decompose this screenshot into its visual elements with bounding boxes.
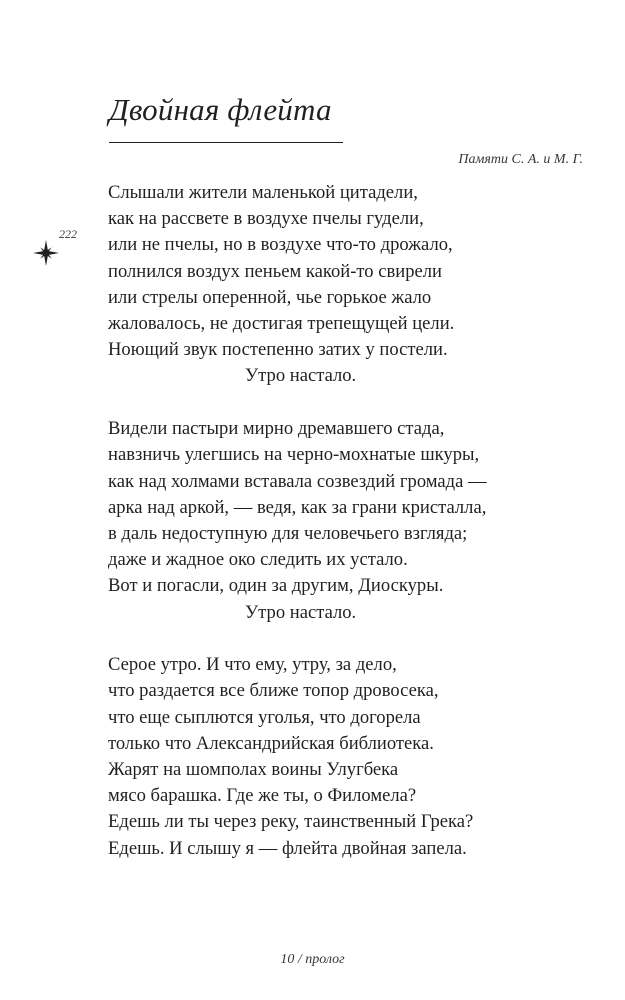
poem-line: мясо барашка. Где же ты, о Филомела?	[108, 785, 417, 807]
poem-line: даже и жадное око следить их устало.	[108, 549, 408, 571]
poem-line: как на рассвете в воздухе пчелы гудели,	[108, 208, 424, 230]
poem-line: полнился воздух пеньем какой-то свирели	[108, 260, 442, 282]
refrain-line: Утро настало.	[245, 601, 357, 623]
poem-line: Вот и погасли, один за другим, Диоскуры.	[108, 575, 444, 597]
stanza-2	[108, 416, 578, 626]
poem-line: Видели пастыри мирно дремавшего стада,	[108, 418, 445, 440]
poem-line: Ноющий звук постепенно затих у постели.	[108, 339, 448, 361]
four-point-star-icon	[32, 239, 60, 267]
poem-body	[108, 180, 578, 888]
star-ornament-shape	[32, 239, 60, 267]
poem-line: Серое утро. И что ему, утру, за дело,	[108, 654, 397, 676]
refrain-line: Утро настало.	[245, 365, 357, 387]
title-underline	[109, 142, 343, 143]
margin-page-number: 222	[59, 227, 77, 241]
poem-line: Жарят на шомполах воины Улугбека	[108, 759, 399, 781]
poem-line: как над холмами вставала созвездий громада —	[108, 470, 487, 492]
poem-line: или стрелы оперенной, чье горькое жало	[108, 286, 432, 308]
stanza-1	[108, 180, 578, 390]
poem-line: Едешь ли ты через реку, таинственный Грека?	[108, 811, 474, 833]
poem-line: в даль недоступную для человечьего взгляда;	[108, 522, 468, 544]
poem-line: что раздается все ближе топор дровосека,	[108, 680, 439, 702]
poem-line: только что Александрийская библиотека.	[108, 732, 434, 754]
poem-line: жаловалось, не достигая трепещущей цели.	[108, 313, 455, 335]
poem-line: или не пчелы, но в воздухе что-то дрожало,	[108, 234, 453, 256]
poem-title: Двойная флейта	[109, 92, 332, 127]
page-footer: 10 / пролог	[280, 952, 345, 967]
poem-line: что еще сыплются уголья, что догорела	[108, 706, 421, 728]
poem-line: Слышали жители маленькой цитадели,	[108, 182, 418, 203]
dedication: Памяти С. А. и М. Г.	[458, 152, 583, 167]
stanza-3	[108, 652, 578, 862]
poem-line: навзничь улегшись на черно-мохнатые шкуры,	[108, 444, 480, 466]
poem-line: арка над аркой, — ведя, как за грани кристалла,	[108, 496, 487, 518]
poem-line: Едешь. И слышу я — флейта двойная запела.	[108, 837, 467, 859]
